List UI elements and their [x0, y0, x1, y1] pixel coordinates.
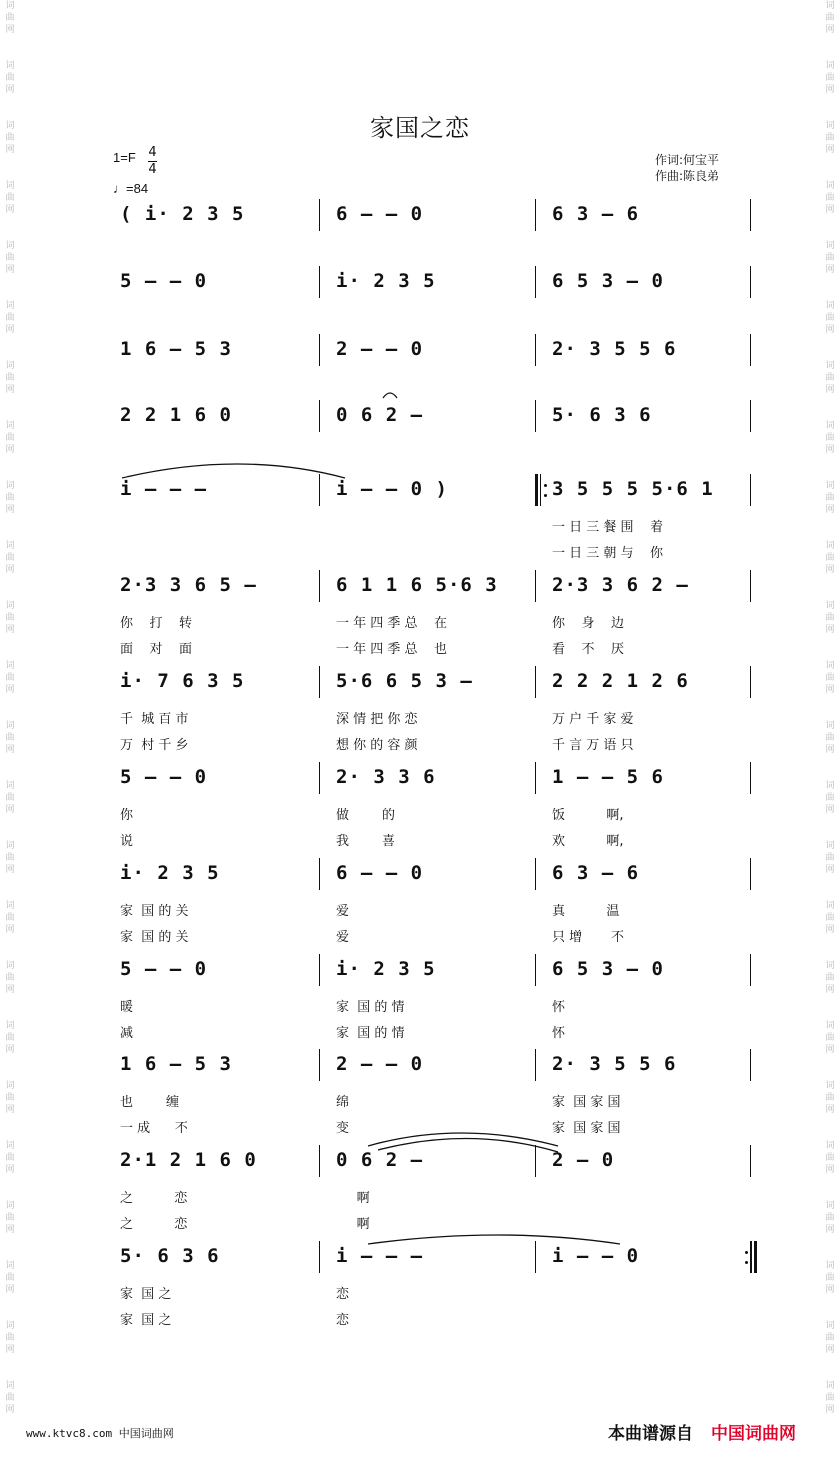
lyric-verse-1: 也 缠 — [120, 1095, 180, 1110]
measure-notes: 2 – 0 — [552, 1149, 615, 1171]
song-title: 家国之恋 — [370, 114, 470, 142]
watermark-text: 词 曲 网 — [825, 601, 835, 635]
lyric-verse-1: 之 恋 — [120, 1191, 188, 1206]
lyric-verse-1: 爱 — [336, 904, 350, 919]
slur — [368, 1235, 620, 1244]
watermark-text: 词 曲 网 — [825, 1, 835, 35]
measure-notes: 6 5 3 – 0 — [552, 270, 664, 292]
watermark-text: 词 曲 网 — [825, 241, 835, 275]
lyric-verse-2: 一 日 三 朝 与 你 — [552, 546, 664, 561]
fermata — [383, 393, 397, 398]
watermark-text: 词 曲 网 — [825, 481, 835, 515]
measure-notes: 2·3 3 6 2 – — [552, 574, 689, 596]
measure-notes: 6 – – 0 — [336, 862, 424, 884]
key-signature: 1=F — [113, 150, 136, 165]
watermark-text: 词 曲 网 — [5, 361, 15, 395]
lyric-verse-2: 想 你 的 容 颜 — [336, 738, 418, 753]
lyric-verse-2: 之 恋 — [120, 1217, 188, 1232]
watermark-text: 词 曲 网 — [825, 841, 835, 875]
measure-notes: i· 2 3 5 — [120, 862, 220, 884]
watermark-text: 词 曲 网 — [825, 781, 835, 815]
lyric-verse-1: 真 温 — [552, 904, 620, 919]
watermark-text: 词 曲 网 — [825, 661, 835, 695]
watermark-text: 词 曲 网 — [5, 301, 15, 335]
lyricist-credit: 作词:何宝平 — [655, 153, 720, 167]
measure-notes: 6 1 1 6 5·6 3 — [336, 574, 498, 596]
watermark-text: 词 曲 网 — [825, 901, 835, 935]
measure-notes: i· 2 3 5 — [336, 958, 436, 980]
watermark-text: 词 曲 网 — [5, 961, 15, 995]
tempo-value: =84 — [126, 181, 149, 196]
lyric-verse-2: 家 国 之 — [120, 1313, 172, 1328]
measure-notes: 2· 3 5 5 6 — [552, 1053, 677, 1075]
time-signature-bottom: 4 — [148, 162, 157, 177]
lyric-verse-1: 万 户 千 家 爱 — [552, 712, 634, 727]
watermark-text: 词 曲 网 — [5, 661, 15, 695]
measure-notes: 6 3 – 6 — [552, 862, 640, 884]
lyric-verse-1: 你 — [120, 808, 134, 823]
measure-notes: i – – – — [120, 478, 208, 500]
lyric-verse-2: 看 不 厌 — [552, 642, 625, 657]
measure-notes: 2· 3 5 5 6 — [552, 338, 677, 360]
measure-notes: 5 – – 0 — [120, 270, 208, 292]
measure-notes: ( i· 2 3 5 — [120, 203, 245, 225]
lyric-verse-1: 深 情 把 你 恋 — [336, 712, 418, 727]
lyric-verse-2: 一 年 四 季 总 也 — [336, 642, 448, 657]
watermark-text: 词 曲 网 — [825, 1141, 835, 1175]
watermark-text: 词 曲 网 — [5, 481, 15, 515]
watermark-text: 词 曲 网 — [5, 541, 15, 575]
lyric-verse-2: 一 成 不 — [120, 1121, 188, 1136]
watermark-text: 词 曲 网 — [825, 1201, 835, 1235]
measure-notes: 5·6 6 5 3 – — [336, 670, 473, 692]
measure-notes: 5· 6 3 6 — [120, 1245, 220, 1267]
watermark-text: 词 曲 网 — [5, 781, 15, 815]
quarter-note-icon: ♩ — [113, 181, 126, 196]
watermark-text: 词 曲 网 — [825, 1021, 835, 1055]
watermark-text: 词 曲 网 — [5, 1081, 15, 1115]
measure-notes: 6 5 3 – 0 — [552, 958, 664, 980]
measure-notes: 2·3 3 6 5 – — [120, 574, 257, 596]
watermark-text: 词 曲 网 — [5, 601, 15, 635]
lyric-verse-2: 恋 — [336, 1313, 350, 1328]
lyric-verse-2: 变 — [336, 1121, 350, 1136]
lyric-verse-2: 只 增 不 — [552, 930, 625, 945]
measure-notes: 2 – – 0 — [336, 1053, 424, 1075]
lyric-verse-1: 家 国 的 情 — [336, 1000, 405, 1015]
lyric-verse-1: 绵 — [336, 1095, 350, 1110]
watermark-text: 词 曲 网 — [825, 301, 835, 335]
watermark-text: 词 曲 网 — [5, 1381, 15, 1415]
lyric-verse-1: 一 年 四 季 总 在 — [336, 616, 448, 631]
measure-notes: 0 6 2 – — [336, 1149, 424, 1171]
watermark-text: 词 曲 网 — [5, 841, 15, 875]
measure-notes: 1 – – 5 6 — [552, 766, 664, 788]
lyric-verse-1: 家 国 之 — [120, 1287, 172, 1302]
lyric-verse-1: 家 国 的 关 — [120, 904, 189, 919]
lyric-verse-2: 欢 啊, — [552, 834, 624, 849]
lyric-verse-1: 家 国 家 国 — [552, 1095, 621, 1110]
lyric-verse-2: 家 国 的 关 — [120, 930, 189, 945]
lyric-verse-1: 暖 — [120, 1000, 134, 1015]
lyric-verse-1: 恋 — [336, 1287, 350, 1302]
measure-notes: 6 3 – 6 — [552, 203, 640, 225]
lyric-verse-1: 你 身 边 — [552, 616, 625, 631]
measure-notes: i· 7 6 3 5 — [120, 670, 245, 692]
slur — [368, 1133, 558, 1146]
lyric-verse-2: 啊 — [336, 1217, 370, 1232]
lyric-verse-2: 怀 — [552, 1026, 566, 1041]
watermark-text: 词 曲 网 — [5, 241, 15, 275]
watermark-text: 词 曲 网 — [5, 421, 15, 455]
watermark-text: 词 曲 网 — [5, 1321, 15, 1355]
lyric-verse-2: 爱 — [336, 930, 350, 945]
watermark-text: 词 曲 网 — [5, 1, 15, 35]
measure-notes: 2 2 1 6 0 — [120, 404, 232, 426]
measure-notes: i· 2 3 5 — [336, 270, 436, 292]
measure-notes: 2 2 2 1 2 6 — [552, 670, 689, 692]
lyric-verse-1: 做 的 — [336, 808, 396, 823]
measure-notes: 2 – – 0 — [336, 338, 424, 360]
lyric-verse-2: 家 国 家 国 — [552, 1121, 621, 1136]
watermark-text: 词 曲 网 — [5, 181, 15, 215]
footer-site: www.ktvc8.com 中国词曲网 — [26, 1427, 174, 1440]
watermark-text: 词 曲 网 — [825, 961, 835, 995]
measure-notes: 2·1 2 1 6 0 — [120, 1149, 257, 1171]
time-signature-top: 4 — [148, 145, 157, 160]
watermark-text: 词 曲 网 — [825, 541, 835, 575]
composer-credit: 作曲:陈良弟 — [655, 169, 720, 183]
watermark-text: 词 曲 网 — [825, 1381, 835, 1415]
slur — [122, 464, 345, 478]
watermark-text: 词 曲 网 — [5, 1261, 15, 1295]
watermark-text: 词 曲 网 — [5, 121, 15, 155]
lyric-verse-2: 我 喜 — [336, 834, 396, 849]
watermark-text: 词 曲 网 — [825, 1321, 835, 1355]
measure-notes: 5 – – 0 — [120, 766, 208, 788]
watermark-text: 词 曲 网 — [825, 361, 835, 395]
footer-source-label: 本曲谱源自 — [608, 1424, 693, 1444]
watermark-text: 词 曲 网 — [825, 721, 835, 755]
watermark-text: 词 曲 网 — [5, 901, 15, 935]
measure-notes: 0 6 2 – — [336, 404, 424, 426]
watermark-text: 词 曲 网 — [5, 1141, 15, 1175]
watermark-text: 词 曲 网 — [825, 1081, 835, 1115]
watermark-text: 词 曲 网 — [825, 181, 835, 215]
lyric-verse-2: 万 村 千 乡 — [120, 738, 189, 753]
measure-notes: 5· 6 3 6 — [552, 404, 652, 426]
watermark-text: 词 曲 网 — [5, 721, 15, 755]
watermark-text: 词 曲 网 — [825, 1261, 835, 1295]
repeat-sign — [535, 474, 545, 506]
watermark-text: 词 曲 网 — [825, 421, 835, 455]
lyric-verse-1: 啊 — [336, 1191, 370, 1206]
watermark-text: 词 曲 网 — [825, 61, 835, 95]
lyric-verse-2: 减 — [120, 1026, 134, 1041]
measure-notes: 5 – – 0 — [120, 958, 208, 980]
watermark-text: 词 曲 网 — [5, 1201, 15, 1235]
measure-notes: 3 5 5 5 5·6 1 — [552, 478, 714, 500]
lyric-verse-2: 千 言 万 语 只 — [552, 738, 634, 753]
lyric-verse-2: 说 — [120, 834, 134, 849]
measure-notes: i – – 0 — [552, 1245, 640, 1267]
lyric-verse-1: 你 打 转 — [120, 616, 193, 631]
slur — [378, 1138, 558, 1152]
footer-source-name: 中国词曲网 — [711, 1424, 796, 1444]
measure-notes: 1 6 – 5 3 — [120, 338, 232, 360]
lyric-verse-1: 千 城 百 市 — [120, 712, 189, 727]
measure-notes: 6 – – 0 — [336, 203, 424, 225]
measure-notes: i – – 0 ) — [336, 478, 448, 500]
lyric-verse-2: 面 对 面 — [120, 642, 193, 657]
watermark-text: 词 曲 网 — [5, 61, 15, 95]
lyric-verse-1: 怀 — [552, 1000, 566, 1015]
measure-notes: 1 6 – 5 3 — [120, 1053, 232, 1075]
repeat-sign — [748, 1241, 758, 1273]
watermark-text: 词 曲 网 — [825, 121, 835, 155]
footer-source — [608, 1419, 796, 1444]
lyric-verse-2: 家 国 的 情 — [336, 1026, 405, 1041]
lyric-verse-1: 饭 啊, — [552, 808, 624, 823]
measure-notes: i – – – — [336, 1245, 424, 1267]
watermark-text: 词 曲 网 — [5, 1021, 15, 1055]
lyric-verse-1: 一 日 三 餐 围 着 — [552, 520, 664, 535]
measure-notes: 2· 3 3 6 — [336, 766, 436, 788]
